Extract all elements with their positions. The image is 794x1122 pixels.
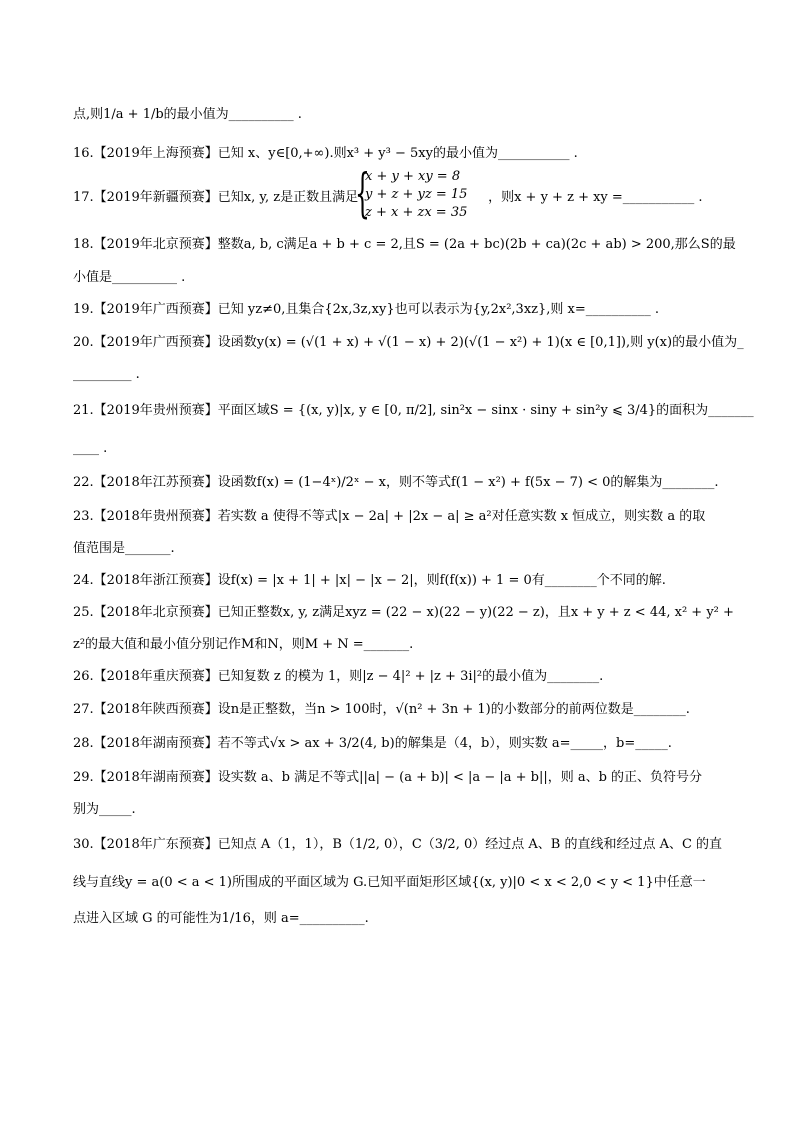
problem-25-line-2: z²的最大值和最小值分别记作M和N，则M + N =_______. (73, 637, 414, 652)
problem-21-line-1: 21.【2019年贵州预赛】平面区域S = {(x, y)|x, y ∈ [0, π/2], sin²x − sinx · siny + sin²y ⩽ 3/4}的面积为_______ (73, 403, 754, 418)
problem-26: 26.【2018年重庆预赛】已知复数 z 的模为 1，则|z − 4|² + |z + 3i|²的最小值为________. (73, 669, 604, 684)
equation-2: y + z + yz = 15 (365, 187, 468, 202)
problem-30-line-3: 点进入区域 G 的可能性为1/16，则 a=__________. (73, 911, 369, 926)
problem-20-line-2: _________ . (73, 367, 140, 382)
problem-22: 22.【2018年江苏预赛】设函数f(x) = (1−4ˣ)/2ˣ − x，则不等式f(1 − x²) + f(5x − 7) < 0的解集为________. (73, 475, 719, 490)
equation-system-brace: { (355, 164, 370, 224)
problem-30-line-2: 线与直线y = a(0 < a < 1)所围成的平面区域为 G.已知平面矩形区域{(x, y)|0 < x < 2,0 < y < 1}中任意一 (73, 875, 706, 890)
problem-30-line-1: 30.【2018年广东预赛】已知点 A（1，1），B（1/2, 0），C（3/2, 0）经过点 A、B 的直线和经过点 A、C 的直 (73, 837, 723, 852)
problem-16: 16.【2019年上海预赛】已知 x、y∈[0,+∞).则x³ + y³ − 5xy的最小值为___________ . (73, 146, 578, 161)
problem-27: 27.【2018年陕西预赛】设n是正整数，当n > 100时，√(n² + 3n + 1)的小数部分的前两位数是________. (73, 702, 690, 717)
problem-25-line-1: 25.【2018年北京预赛】已知正整数x, y, z满足xyz = (22 − x)(22 − y)(22 − z)，且x + y + z < 44, x² + y² + (73, 605, 734, 620)
equation-system (365, 168, 467, 222)
problem-24: 24.【2018年浙江预赛】设f(x) = |x + 1| + |x| − |x − 2|，则f(f(x)) + 1 = 0有________个不同的解. (73, 573, 666, 588)
equation-1: x + y + xy = 8 (365, 169, 461, 184)
problem-21-line-2: ____ . (73, 441, 108, 456)
problem-23-line-2: 值范围是_______. (73, 541, 175, 556)
problem-29-line-2: 别为_____. (73, 802, 136, 817)
problem-15-continuation: 点,则1/a + 1/b的最小值为__________ . (73, 107, 302, 122)
problem-23-line-1: 23.【2018年贵州预赛】若实数 a 使得不等式|x − 2a| + |2x − a| ≥ a²对任意实数 x 恒成立，则实数 a 的取 (73, 509, 706, 524)
problem-17-prefix: 17.【2019年新疆预赛】已知x, y, z是正数且满足 (73, 190, 359, 205)
problem-18-line-2: 小值是__________ . (73, 270, 186, 285)
problem-18-line-1: 18.【2019年北京预赛】整数a, b, c满足a + b + c = 2,且S = (2a + bc)(2b + ca)(2c + ab) > 200,那么S的最 (73, 237, 736, 252)
equation-3: z + x + zx = 35 (365, 205, 468, 220)
problem-29-line-1: 29.【2018年湖南预赛】设实数 a、b 满足不等式||a| − (a + b)| < |a − |a + b||，则 a、b 的正、负符号分 (73, 770, 703, 785)
problem-19: 19.【2019年广西预赛】已知 yz≠0,且集合{2x,3z,xy}也可以表示为{y,2x²,3xz},则 x=__________ . (73, 302, 660, 317)
problem-28: 28.【2018年湖南预赛】若不等式√x > ax + 3/2(4, b)的解集是（4，b），则实数 a=_____，b=_____. (73, 736, 672, 751)
problem-17-suffix: ，则x + y + z + xy =___________ . (488, 190, 703, 205)
problem-20-line-1: 20.【2019年广西预赛】设函数y(x) = (√(1 + x) + √(1 − x) + 2)(√(1 − x²) + 1)(x ∈ [0,1]),则 y(x)的最小值为_ (73, 335, 744, 350)
